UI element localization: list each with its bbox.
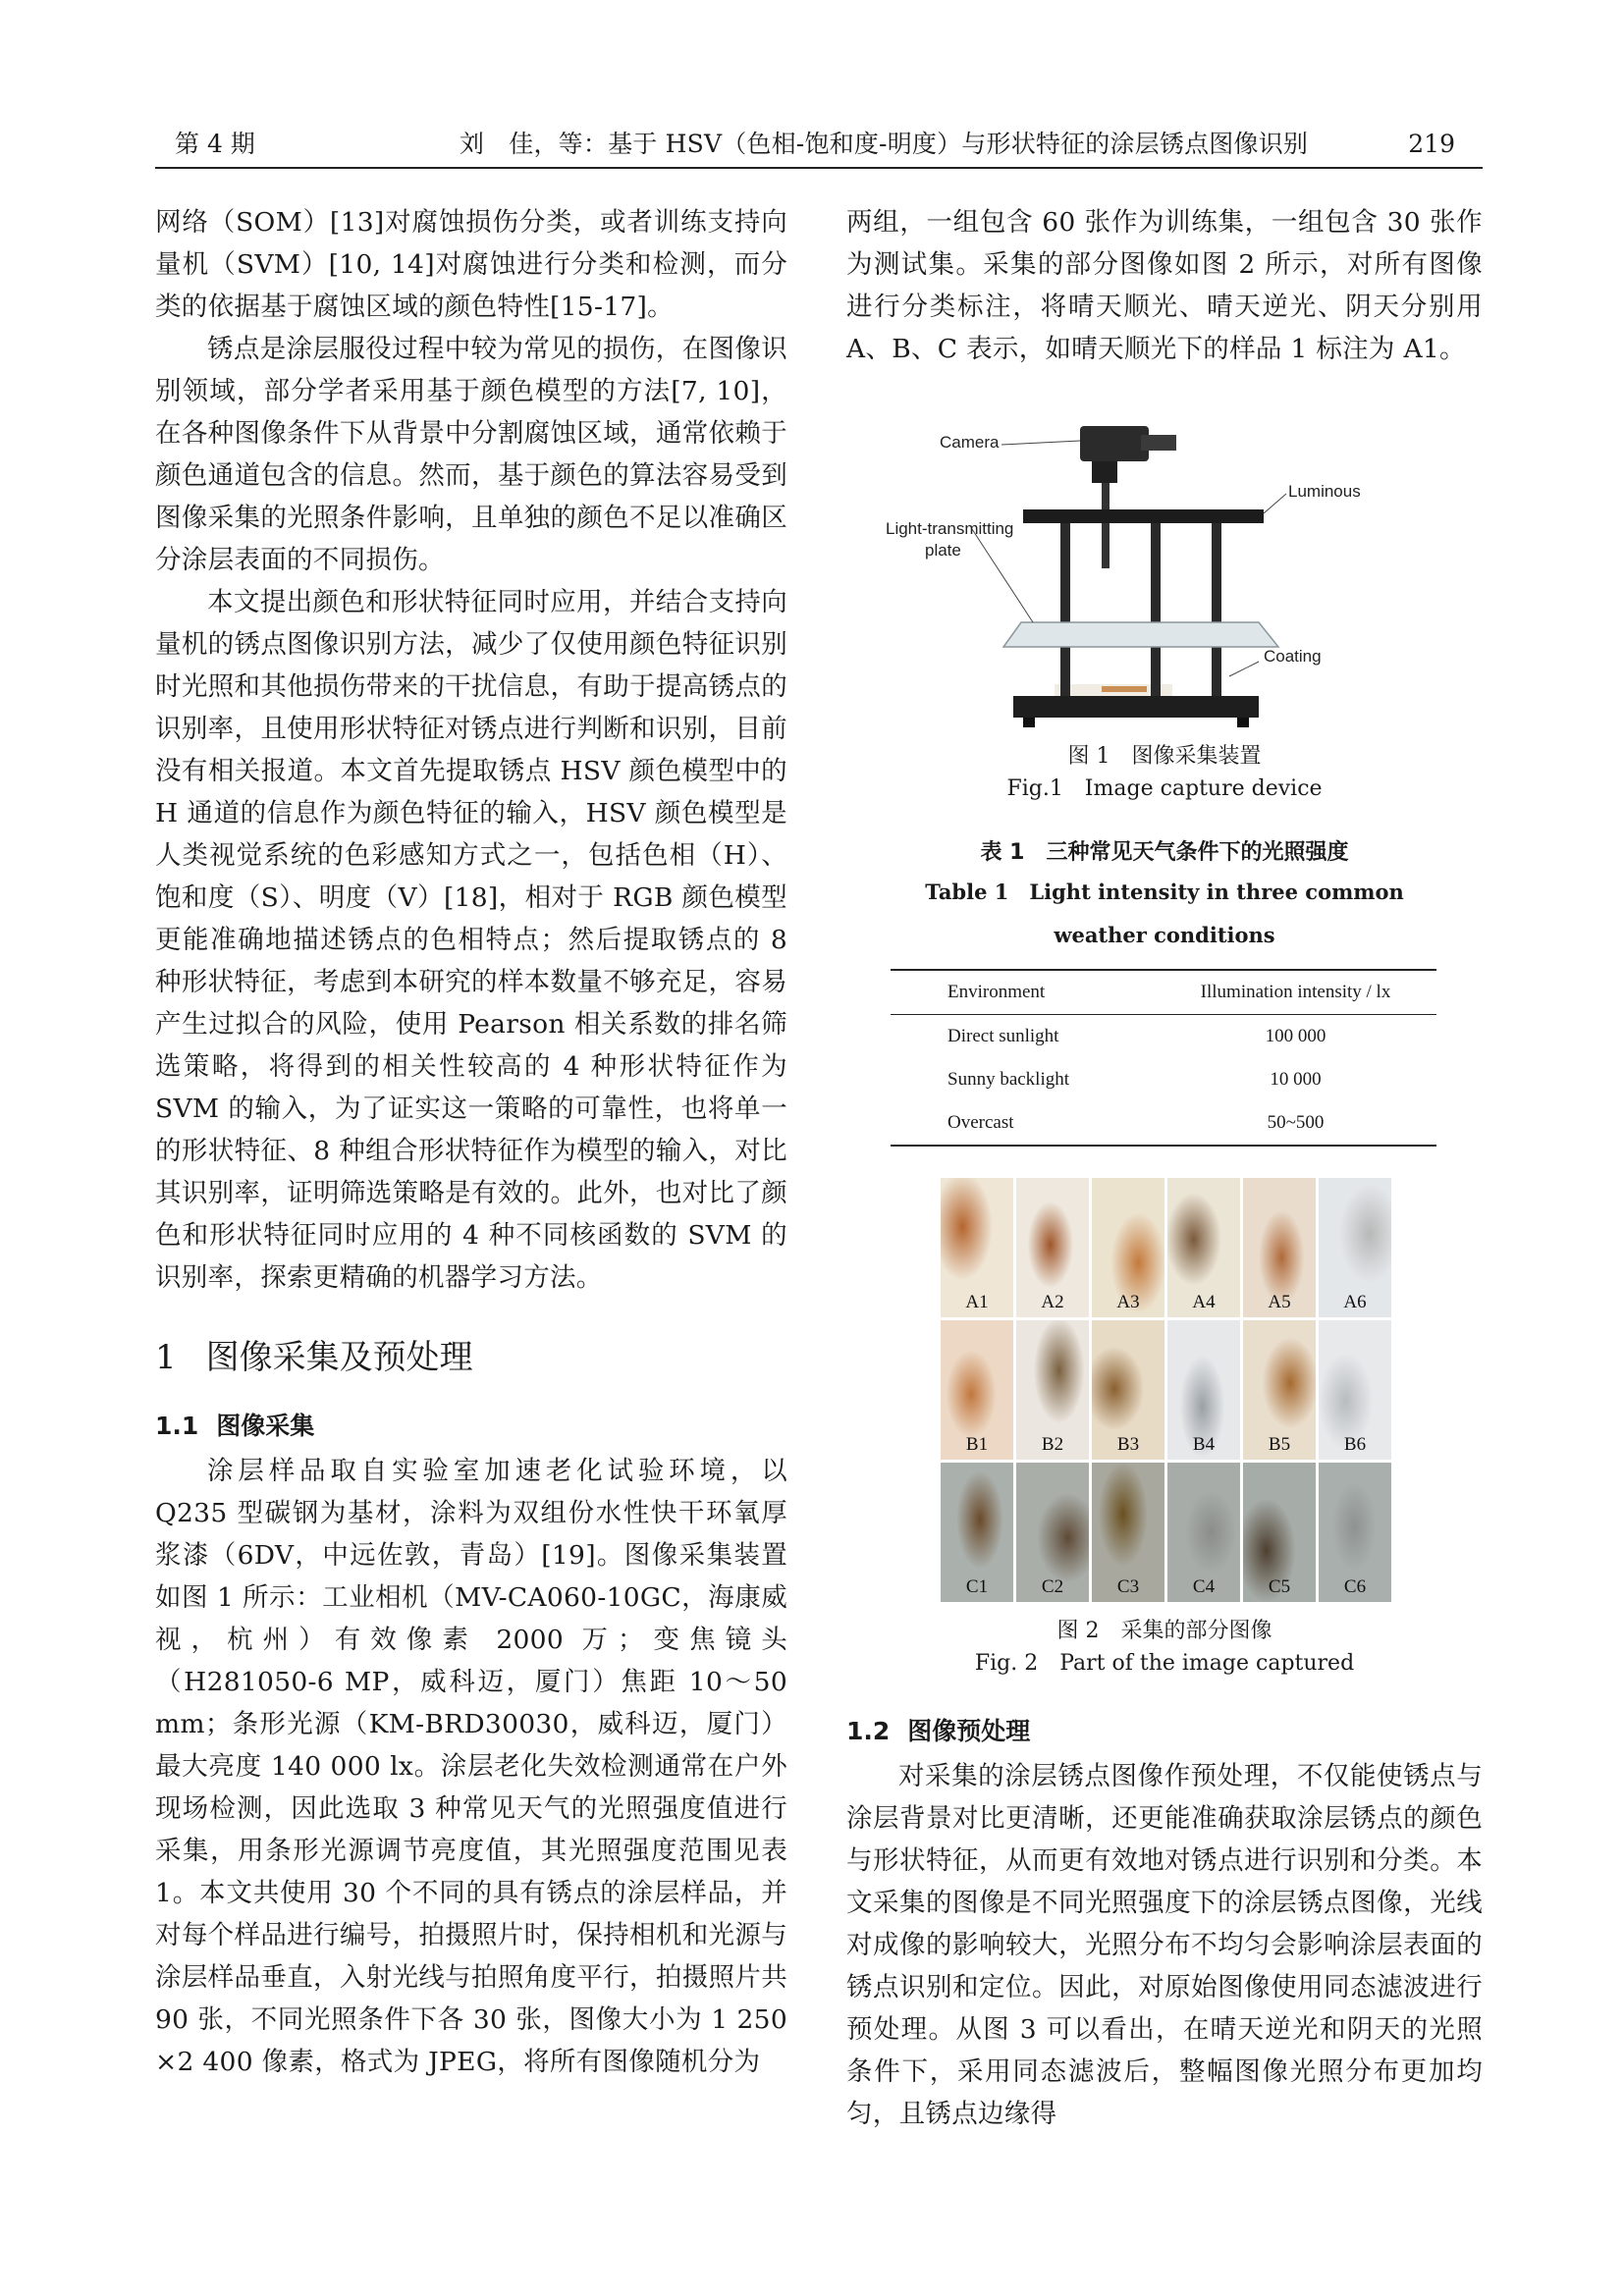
sample-image xyxy=(941,1320,1013,1460)
subsection-number: 1.2 xyxy=(846,1717,891,1745)
running-title: 刘 佳，等：基于 HSV（色相-饱和度-明度）与形状特征的涂层锈点图像识别 xyxy=(459,130,1309,158)
sample-image xyxy=(1092,1463,1164,1602)
sample-image-label: C4 xyxy=(1192,1576,1216,1597)
sample-image-label: C6 xyxy=(1343,1576,1367,1597)
sample-image-label: A2 xyxy=(1041,1292,1064,1312)
table-header-row xyxy=(891,970,1436,1015)
sample-image xyxy=(1319,1463,1391,1602)
subsection-heading-1-1 xyxy=(155,1409,787,1444)
sample-image-label: B3 xyxy=(1116,1434,1140,1455)
table-1-title-en-line2: weather conditions xyxy=(1054,923,1275,947)
sample-image xyxy=(1167,1320,1240,1460)
page-number: 219 xyxy=(1408,130,1455,158)
table-row xyxy=(891,1101,1436,1146)
sample-image xyxy=(1092,1320,1164,1460)
sample-image xyxy=(1016,1463,1089,1602)
sample-image-label: C2 xyxy=(1041,1576,1064,1597)
issue-number: 第 4 期 xyxy=(175,130,255,158)
paragraph-rust-spots: 锈点是涂层服役过程中较为常见的损伤，在图像识别领域，部分学者采用基于颜色模型的方法[7, 10]，在各种图像条件下从背景中分割腐蚀区域，通常依赖于颜色通道包含的信息。然而，基于颜色的算法容易受到图像采集的光照条件影响，且单独的颜色不足以准确区分涂层表面的不同损伤。 xyxy=(155,334,787,575)
section-number: 1 xyxy=(155,1338,177,1377)
sample-image xyxy=(1243,1463,1316,1602)
paragraph-method-overview: 本文提出颜色和形状特征同时应用，并结合支持向量机的锈点图像识别方法，减少了仅使用颜色特征识别时光照和其他损伤带来的干扰信息，有助于提高锈点的识别率，且使用形状特征对锈点进行判断和识别，目前没有相关报道。本文首先提取锈点 HSV 颜色模型中的 H 通道的信息作为颜色特征的输入，HSV 颜色模型是人类视觉系统的色彩感知方式之一，包括色相（H）、饱和度（S）、明度（V）[18]，相对于 RGB 颜色模型更能准确地描述锈点的色相特点；然后提取锈点的 8 种形状特征，考虑到本研究的样本数量不够充足，容易产生过拟合的风险，使用 Pearson 相关系数的排名筛选策略，将得到的相关性较高的 4 种形状特征作为 SVM 的输入，为了证实这一策略的可靠性，也将单一的形状特征、8 种组合形状特征作为模型的输入，对比其识别率，证明筛选策略是有效的。此外，也对比了颜色和形状特征同时应用的 4 种不同核函数的 SVM 的识别率，探索更精确的机器学习方法。 xyxy=(155,587,787,1293)
sample-image xyxy=(1167,1463,1240,1602)
right-column xyxy=(846,201,1483,2135)
table-1-light-intensity xyxy=(891,969,1436,1147)
sample-image-label: B1 xyxy=(965,1434,989,1455)
sample-image-label: B6 xyxy=(1343,1434,1367,1455)
label-plate-line1: Light-transmitting xyxy=(886,519,1014,538)
figure-2-caption-en: Fig. 2 Part of the image captured xyxy=(974,1651,1355,1676)
capture-device-illustration xyxy=(846,411,1483,735)
table-row xyxy=(891,1058,1436,1101)
label-plate-line2: plate xyxy=(925,541,961,560)
sample-image-label: C5 xyxy=(1268,1576,1291,1597)
sample-image xyxy=(1016,1320,1089,1460)
column-header-environment: Environment xyxy=(891,970,1155,1015)
paragraph-preprocessing: 对采集的涂层锈点图像作预处理，不仅能使锈点与涂层背景对比更清晰，还更能准确获取涂层锈点的颜色与形状特征，从而更有效地对锈点进行识别和分类。本文采集的图像是不同光照强度下的涂层锈点图像，光线对成像的影响较大，光照分布不均匀会影响涂层表面的锈点识别和定位。因此，对原始图像使用同态滤波进行预处理。从图 3 可以看出，在晴天逆光和阴天的光照条件下，采用同态滤波后，整幅图像光照分布更加均匀，且锈点边缘得 xyxy=(846,1761,1483,2129)
section-title: 图像采集及预处理 xyxy=(205,1338,473,1377)
running-header xyxy=(155,128,1483,169)
section-heading-1 xyxy=(155,1334,787,1381)
table-cell-intensity: 10 000 xyxy=(1270,1069,1322,1090)
sample-image xyxy=(1319,1320,1391,1460)
figure-2-captured-images xyxy=(941,1178,1386,1602)
table-cell-intensity: 100 000 xyxy=(1265,1026,1326,1046)
figure-1-capture-device xyxy=(846,411,1483,735)
paragraph-image-acquisition: 涂层样品取自实验室加速老化试验环境，以 Q235 型碳钢为基材，涂料为双组份水性快干环氧厚浆漆（6DV，中远佐敦，青岛）[19]。图像采集装置如图 1 所示：工业相机（MV-CA060-10GC，海康威视，杭州）有效像素 2000 万；变焦镜头（H281050-6 MP，威科迈，厦门）焦距 10～50 mm；条形光源（KM-BRD30030，威科迈，厦门）最大亮度 140 000 lx。涂层老化失效检测通常在户外现场检测，因此选取 3 种常见天气的光照强度值进行采集，用条形光源调节亮度值，其光照强度范围见表 1。本文共使用 30 个不同的具有锈点的涂层样品，并对每个样品进行编号，拍摄照片时，保持相机和光源与涂层样品垂直，入射光线与拍照角度平行，拍摄照片共 90 张，不同光照条件下各 30 张，图像大小为 1 250 ×2 400 像素，格式为 JPEG，将所有图像随机分为 xyxy=(155,1456,787,2077)
sample-image xyxy=(941,1178,1013,1317)
sample-image xyxy=(941,1463,1013,1602)
subsection-number: 1.1 xyxy=(155,1412,199,1440)
figure-2-caption-cn: 图 2 采集的部分图像 xyxy=(1056,1619,1272,1643)
sample-image-label: B4 xyxy=(1192,1434,1216,1455)
sample-image xyxy=(1092,1178,1164,1317)
sample-image xyxy=(1167,1178,1240,1317)
label-luminous: Luminous xyxy=(1288,482,1361,501)
figure-1-caption-cn: 图 1 图像采集装置 xyxy=(1067,744,1262,769)
figure-1-caption-en: Fig.1 Image capture device xyxy=(1006,776,1323,801)
column-header-illumination: Illumination intensity / lx xyxy=(1155,970,1436,1015)
sample-image xyxy=(1243,1178,1316,1317)
sample-image-label: A1 xyxy=(965,1292,989,1312)
left-column xyxy=(155,201,787,2083)
sample-image-label: A3 xyxy=(1116,1292,1140,1312)
table-1-title-cn: 表 1 三种常见天气条件下的光照强度 xyxy=(980,840,1349,865)
image-grid xyxy=(941,1178,1386,1602)
sample-image-label: A4 xyxy=(1192,1292,1216,1312)
sample-image-label: A6 xyxy=(1343,1292,1367,1312)
label-coating: Coating xyxy=(1264,647,1322,666)
paragraph-intro-continued: 网络（SOM）[13]对腐蚀损伤分类，或者训练支持向量机（SVM）[10, 14]对腐蚀进行分类和检测，而分类的依据基于腐蚀区域的颜色特性[15-17]。 xyxy=(155,207,787,322)
sample-image xyxy=(1319,1178,1391,1317)
sample-image-label: C1 xyxy=(965,1576,989,1597)
table-cell-environment: Sunny backlight xyxy=(947,1069,1070,1090)
sample-image-label: B2 xyxy=(1041,1434,1064,1455)
sample-image-label: B5 xyxy=(1268,1434,1291,1455)
subsection-heading-1-2 xyxy=(846,1714,1483,1749)
table-1-title-en-line1: Table 1 Light intensity in three common xyxy=(925,880,1404,904)
subsection-title: 图像采集 xyxy=(216,1412,315,1440)
sample-image xyxy=(1243,1320,1316,1460)
paragraph-dataset-split: 两组，一组包含 60 张作为训练集，一组包含 30 张作为测试集。采集的部分图像如图 2 所示，对所有图像进行分类标注，将晴天顺光、晴天逆光、阴天分别用 A、B、C 表示，如晴天顺光下的样品 1 标注为 A1。 xyxy=(846,207,1483,364)
table-cell-intensity: 50~500 xyxy=(1155,1101,1436,1146)
table-cell-environment: Overcast xyxy=(891,1101,1155,1146)
sample-image-label: A5 xyxy=(1268,1292,1291,1312)
table-row xyxy=(891,1015,1436,1059)
table-cell-environment: Direct sunlight xyxy=(947,1026,1059,1046)
sample-image-label: C3 xyxy=(1116,1576,1140,1597)
subsection-title: 图像预处理 xyxy=(907,1717,1031,1745)
sample-image xyxy=(1016,1178,1089,1317)
label-camera: Camera xyxy=(940,433,1000,452)
